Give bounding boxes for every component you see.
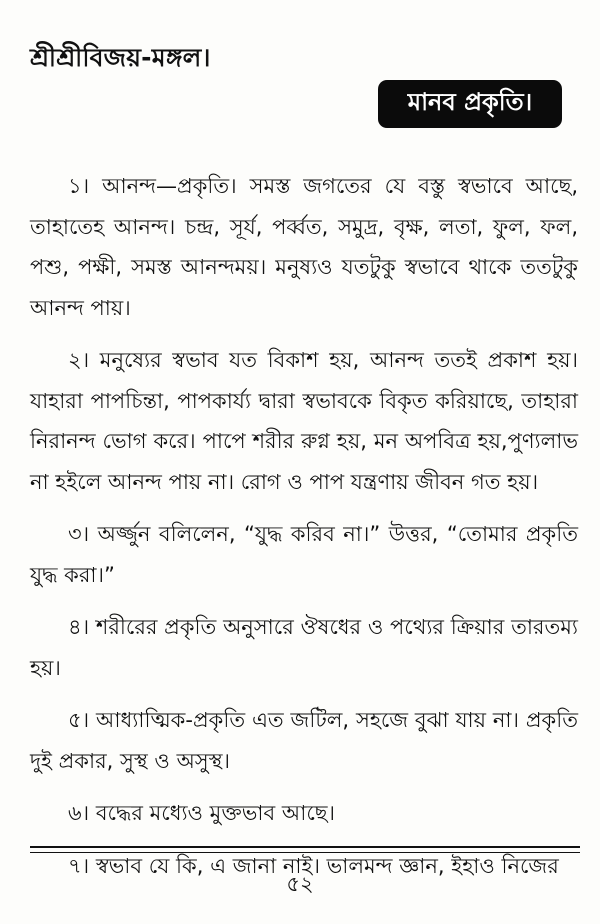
chapter-title: মানব প্রকৃতি। bbox=[407, 88, 533, 116]
paragraph-5: ৫। আধ্যাত্মিক-প্রকৃতি এত জটিল, সহজে বুঝা যায় না। প্রকৃতি দুই প্রকার, সুস্থ ও অসুস্থ। bbox=[30, 708, 578, 773]
body-text bbox=[30, 166, 578, 898]
running-header-title: শ্রীশ্রীবিজয়-মঙ্গল। bbox=[30, 43, 211, 72]
paragraph-2: ২। মনুষ্যের স্বভাব যত বিকাশ হয়, আনন্দ ততই প্রকাশ হয়। যাহারা পাপচিন্তা, পাপকার্য্য দ্বারা স্বভাবকে বিকৃত করিয়াছে, তাহারা নিরানন্দ ভোগ করে। পাপে শরীর রুগ্ন হয়, মন অপবিত্র হয়,পুণ্যলাভ না হইলে আনন্দ পায় না। রোগ ও পাপ যন্ত্রণায় জীবন গত হয়। bbox=[30, 348, 578, 494]
footer-rule-thin bbox=[30, 852, 580, 853]
paragraph-6: ৬। বদ্ধের মধ্যেও মুক্তভাব আছে। bbox=[68, 801, 336, 825]
page-number: ৫২ bbox=[286, 872, 314, 896]
paragraph-3: ৩। অর্জ্জুন বলিলেন, “যুদ্ধ করিব না।” উত্তর, “তোমার প্রকৃতি যুদ্ধ করা।” bbox=[30, 522, 578, 587]
footer-rule-thick bbox=[30, 846, 580, 848]
paragraph-4: ৪। শরীরের প্রকৃতি অনুসারে ঔষধের ও পথ্যের ক্রিয়ার তারতম্য হয়। bbox=[30, 615, 578, 680]
paragraph-7: ৭। স্বভাব যে কি, এ জানা নাই। ভালমন্দ জ্ঞান, ইহাও নিজের bbox=[68, 853, 559, 878]
chapter-title-box bbox=[378, 80, 562, 128]
paragraph-1: ১। আনন্দ—প্রকৃতি। সমস্ত জগতের যে বস্তু স্বভাবে আছে, তাহাতেহ আনন্দ। চন্দ্র, সূর্য, পর্ব্বত, সমুদ্র, বৃক্ষ, লতা, ফুল, ফল, পশু, পক্ষী, সমস্ত আনন্দময়। মনুষ্যও যতটুকু স্বভাবে থাকে ততটুকু আনন্দ পায়। bbox=[30, 174, 578, 320]
